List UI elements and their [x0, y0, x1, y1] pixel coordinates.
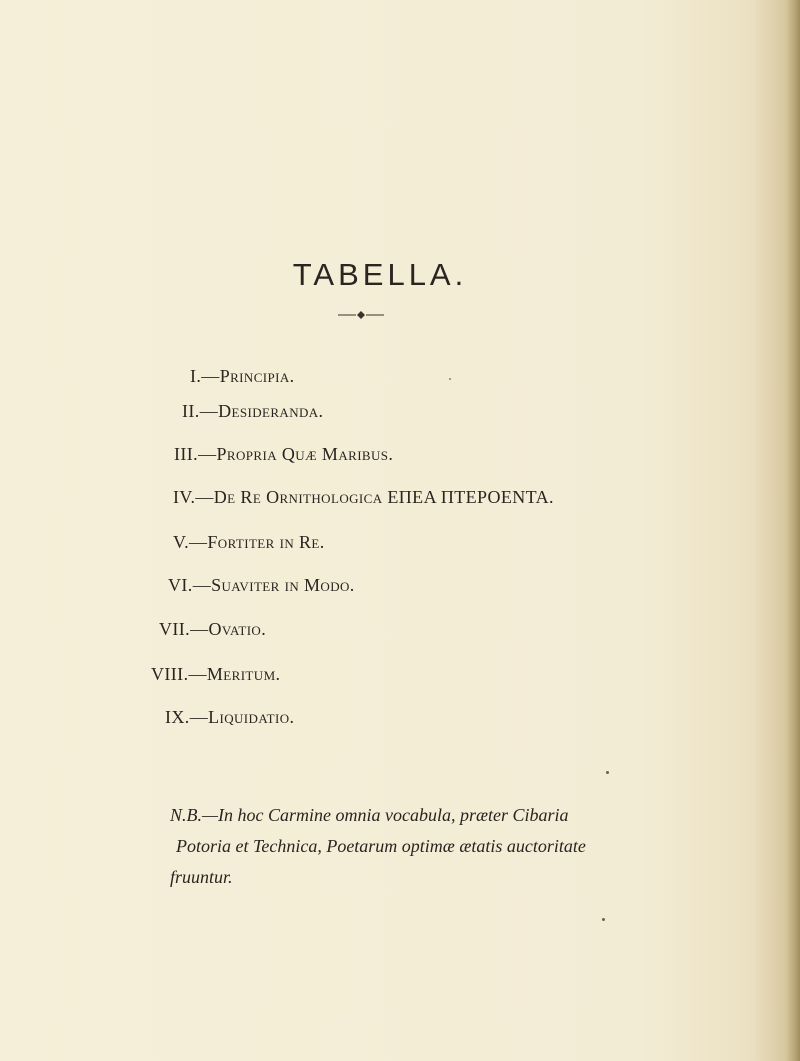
page-edge-shadow: [786, 0, 800, 1061]
toc-item-4: IV.—De Re Ornithologica ΕΠΕΑ ΠΤΕΡΟΕΝΤΑ.: [173, 487, 554, 507]
page-title: TABELLA.: [292, 256, 468, 292]
note-line-1: N.B.—In hoc Carmine omnia vocabula, præter Cibaria: [170, 805, 569, 825]
diamond-rule-ornament: [338, 311, 384, 319]
toc-item-3: III.—Propria Quæ Maribus.: [174, 444, 394, 464]
toc-item-7: VII.—Ovatio.: [159, 619, 267, 639]
nota-bene-note: [170, 800, 730, 893]
note-line-3: fruuntur.: [170, 867, 233, 887]
toc-item-5: V.—Fortiter in Re.: [173, 532, 325, 552]
toc-item-8: VIII.—Meritum.: [151, 664, 281, 684]
toc-item-2: II.—Desideranda.: [182, 401, 324, 421]
paper-speck: [449, 378, 451, 380]
toc-item-1: I.—Principia.: [190, 366, 295, 386]
toc-item-9: IX.—Liquidatio.: [165, 707, 295, 727]
note-line-2: Potoria et Technica, Poetarum optimæ ætatis auctoritate: [176, 836, 586, 856]
toc-item-6: VI.—Suaviter in Modo.: [168, 575, 355, 595]
paper-speck: [606, 771, 609, 774]
paper-speck: [602, 918, 605, 921]
